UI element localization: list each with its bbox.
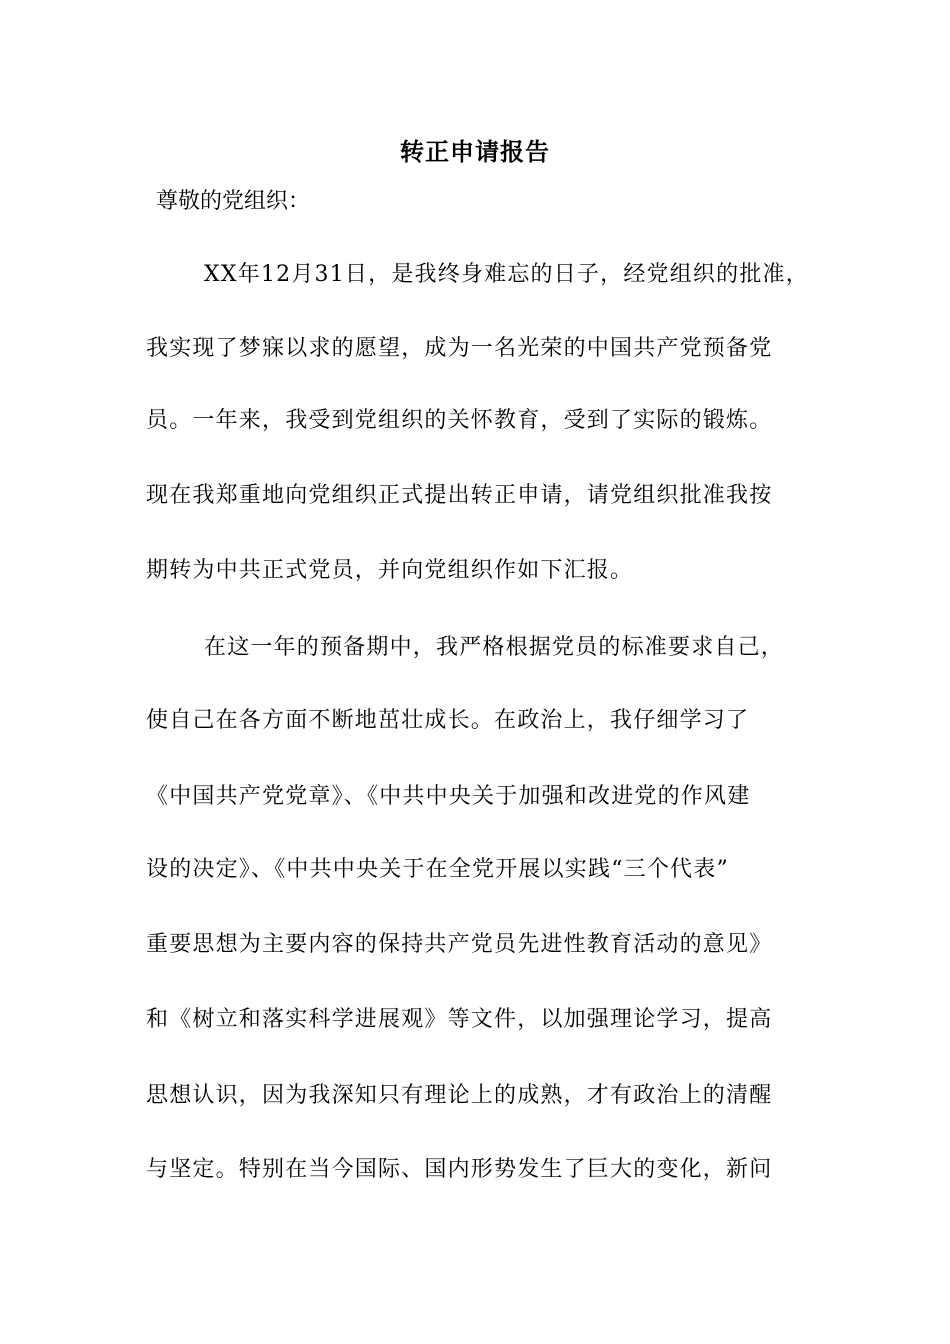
body-line-13: 与坚定。特别在当今国际、国内形势发生了巨大的变化，新问 xyxy=(146,1157,773,1182)
body-line-4: 现在我郑重地向党组织正式提出转正申请，请党组织批准我按 xyxy=(146,483,773,508)
body-line-3: 员。一年来，我受到党组织的关怀教育，受到了实际的锻炼。 xyxy=(146,408,773,433)
body-line-6: 在这一年的预备期中，我严格根据党员的标准要求自己， xyxy=(204,635,785,660)
body-line-8: 《中国共产党党章》、《中共中央关于加强和改进党的作风建 xyxy=(146,784,751,809)
body-line-7: 使自己在各方面不断地茁壮成长。在政治上，我仔细学习了 xyxy=(146,708,750,733)
body-line-1: XX年12月31日，是我终身难忘的日子，经党组织的批准， xyxy=(204,262,809,287)
body-line-2: 我实现了梦寐以求的愿望，成为一名光荣的中国共产党预备党 xyxy=(146,336,773,361)
body-line-12: 思想认识，因为我深知只有理论上的成熟，才有政治上的清醒 xyxy=(146,1083,773,1108)
body-line-9: 设的决定》、《中共中央关于在全党开展以实践“三个代表” xyxy=(146,857,729,882)
body-line-10: 重要思想为主要内容的保持共产党员先进性教育活动的意见》 xyxy=(146,932,773,957)
salutation: 尊敬的党组织： xyxy=(156,189,311,214)
document-title: 转正申请报告 xyxy=(400,137,550,166)
body-line-5: 期转为中共正式党员，并向党组织作如下汇报。 xyxy=(146,558,634,583)
body-line-11: 和《树立和落实科学进展观》等文件，以加强理论学习，提高 xyxy=(146,1007,773,1032)
